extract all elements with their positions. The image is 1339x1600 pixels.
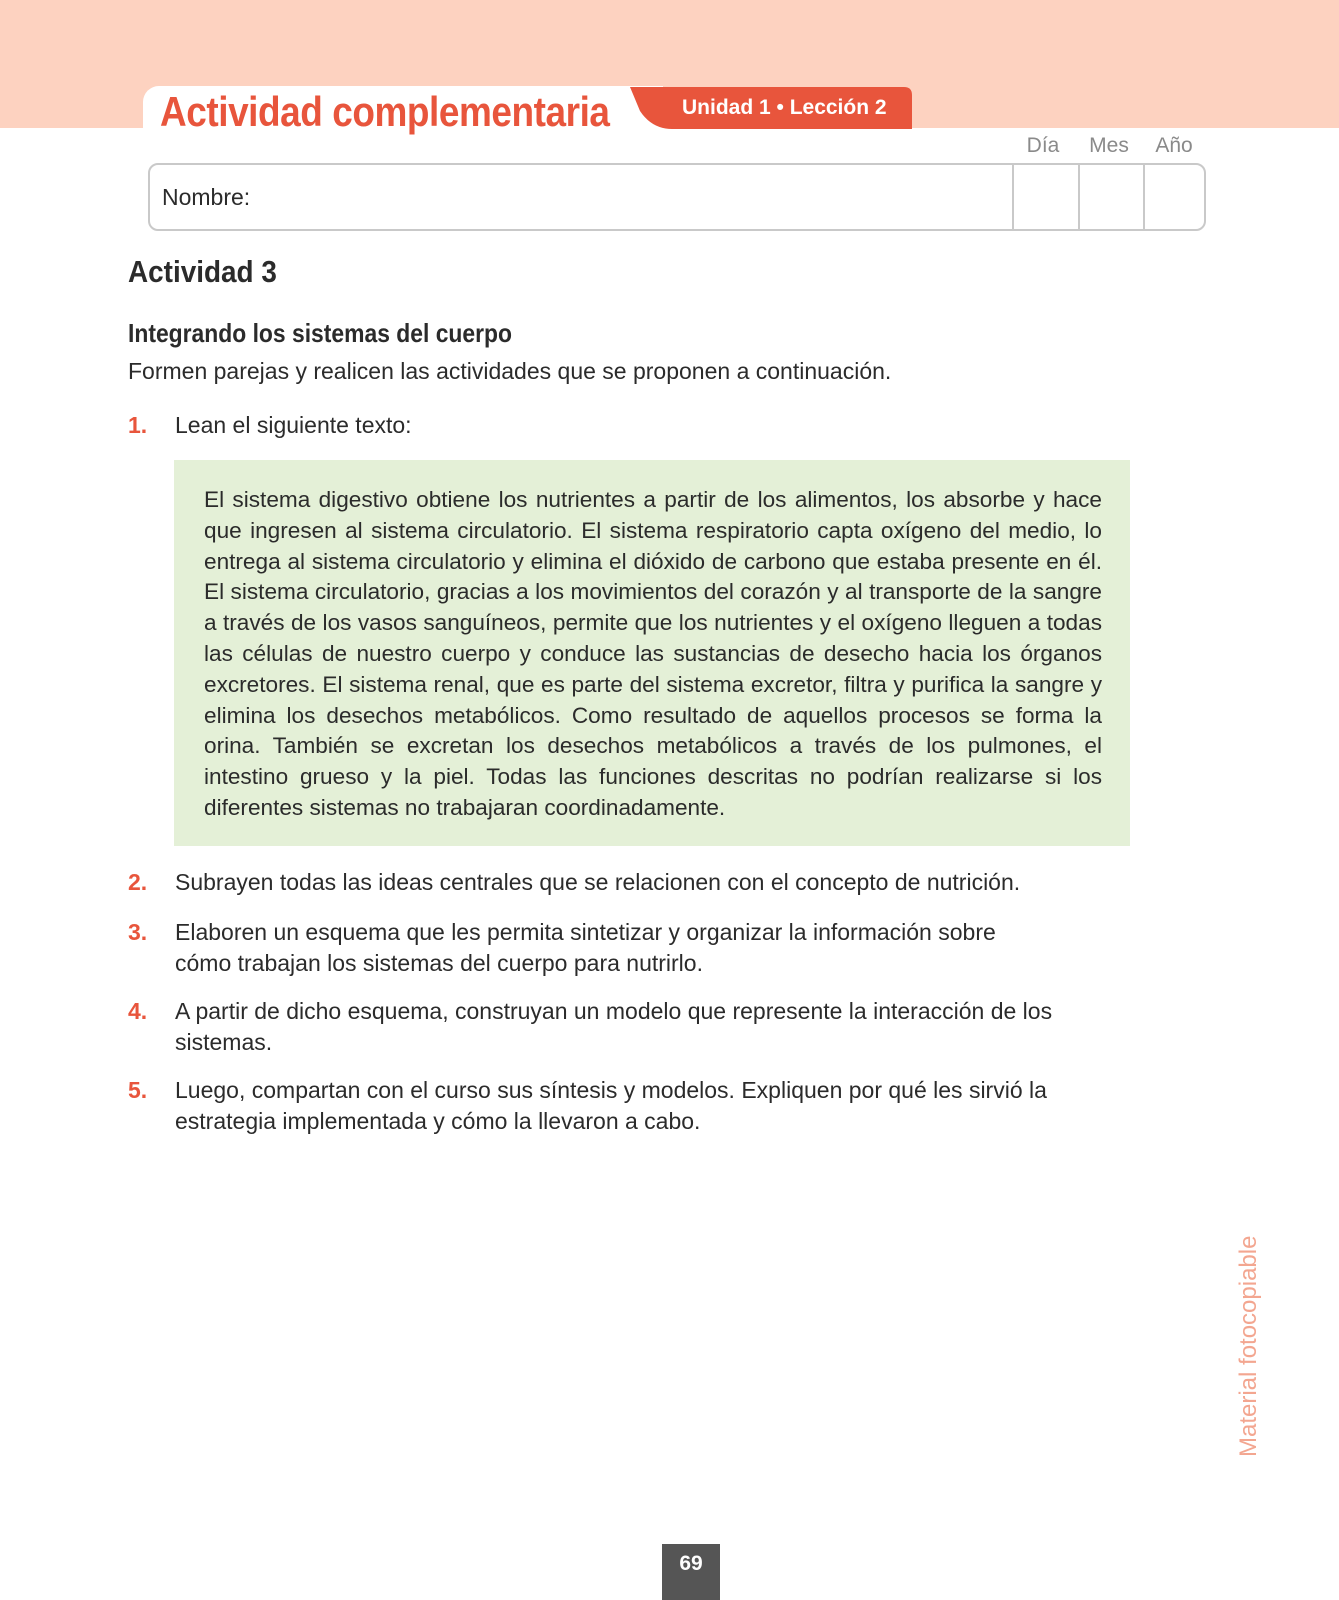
year-label: Año <box>1155 134 1193 157</box>
step-number: 1. <box>128 412 148 438</box>
reading-box <box>174 460 1130 846</box>
step-text: A partir de dicho esquema, construyan un modelo que represente la interacción de los sistemas. <box>175 998 1053 1055</box>
step-text: Subrayen todas las ideas centrales que se relacionen con el concepto de nutrición. <box>175 869 1021 895</box>
activity-instructions: Formen parejas y realicen las actividades que se proponen a continuación. <box>128 358 892 384</box>
day-field-divider <box>1012 165 1014 229</box>
unit-badge <box>630 87 912 129</box>
month-field-divider <box>1078 165 1080 229</box>
step-text: Elaboren un esquema que les permita sintetizar y organizar la información sobre cómo trabajan los sistemas del cuerpo para nutrirlo. <box>175 919 996 976</box>
activity-subtitle: Integrando los sistemas del cuerpo <box>128 318 512 348</box>
step-text: Luego, compartan con el curso sus síntesis y modelos. Expliquen por qué les sirvió la estrategia implementada y cómo la llevaron a cabo. <box>175 1077 1047 1134</box>
year-field-divider <box>1143 165 1145 229</box>
step-number: 2. <box>128 869 148 895</box>
side-label: Material fotocopiable <box>1235 1235 1262 1457</box>
step-text: Lean el siguiente texto: <box>175 412 412 438</box>
activity-title: Actividad 3 <box>128 254 277 289</box>
name-label: Nombre: <box>162 184 251 210</box>
step-number: 4. <box>128 998 148 1024</box>
day-label: Día <box>1026 134 1060 157</box>
step-number: 5. <box>128 1077 148 1103</box>
month-label: Mes <box>1089 134 1129 157</box>
page-title: Actividad complementaria <box>160 88 610 135</box>
page-number: 69 <box>662 1544 720 1600</box>
unit-badge-label: Unidad 1 • Lección 2 <box>682 96 887 119</box>
step-number: 3. <box>128 919 148 945</box>
reading-text: El sistema digestivo obtiene los nutrientes a partir de los alimentos, los absorbe y hace que ingresen al sistema circulatorio. El sistema respiratorio capta oxígeno del medio, lo entrega al sistema circulatorio y elimina el dióxido de carbono que estaba presente en él. El sistema circulatorio, gracias a los movimientos del corazón y al transporte de la sangre a través de los vasos sanguíneos, permite que los nutrientes y el oxígeno lleguen a todas las células de nuestro cuerpo y conduce las sustancias de desecho hacia los órganos excretores. El sistema renal, que es parte del sistema excretor, filtra y purifica la sangre y elimina los desechos metabólicos. Como resultado de aquellos procesos se forma la orina. También se excretan los desechos metabólicos a través de los pulmones, el intestino grueso y la piel. Todas las funciones descritas no podrían realizarse si los diferentes sistemas no trabajaran coordinadamente. <box>204 487 1102 820</box>
name-date-form <box>148 163 1206 231</box>
